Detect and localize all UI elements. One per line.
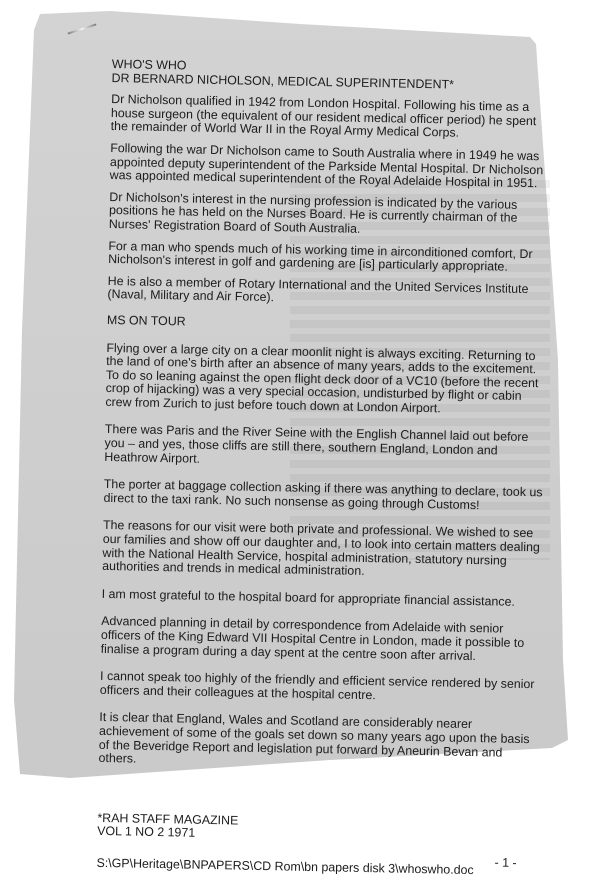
paragraph: The reasons for our visit were both private and professional. We wished to see our families and show off our daughter and, I to look into certain matters dealing with the National Health Service, hospital administration, statutory nursing authorities and trends in medical administration.: [102, 518, 540, 579]
paragraph: Advanced planning in detail by correspondence from Adelaide with senior officers of the King Edward VII Hospital Centre in London, made it possible to finalise a program during a day spent at the centre soon after arrival.: [100, 614, 525, 663]
paragraph: It is clear that England, Wales and Scotland are considerably nearer achievement of some of the goals set down so many years ago upon the basis of the Beveridge Report and legislation put forward by Aneurin Bevan and others.: [98, 710, 530, 766]
section-title: MS ON TOUR: [106, 312, 186, 329]
paragraph: He is also a member of Rotary International and the United Services Institute (Naval, Military and Air Force).: [107, 273, 529, 305]
paragraph: There was Paris and the River Seine with the English Channel laid out before you – and yes, those cliffs are still there, southern England, London and Heathrow Airport.: [104, 422, 529, 466]
paragraph: For a man who spends much of his working time in airconditioned comfort, Dr Nicholson's interest in golf and gardening are [is] particularly appropriate.: [108, 238, 533, 274]
paragraph: Flying over a large city on a clear moonlit night is always exciting. Returning to the land of one's birth after an absence of many years, adds to the excitement. To do so leaning against the open flight deck door of a VC10 (before the recent crop of hijacking) was a very special occasion, undisturbed by flight or cabin crew from Zurich to just before touch down at London Airport.: [105, 340, 539, 416]
footnote: [97, 812, 537, 848]
document-body: [96, 58, 552, 879]
page-number: - 1 -: [494, 855, 517, 870]
paragraph: Dr Nicholson's interest in the nursing profession is indicated by the various positions he has held on the Nurses Board. He is currently chairman of the Nurses' Registration Board of South Australia.: [108, 189, 518, 236]
paragraph: Dr Nicholson qualified in 1942 from London Hospital. Following his time as a house surgeon (the equivalent of our resident medical officer period) he spent the remainder of World War II in the Royal Army Medical Corps.: [110, 92, 537, 141]
document-title: DR BERNARD NICHOLSON, MEDICAL SUPERINTENDENT*: [111, 70, 455, 92]
file-path: S:\GP\Heritage\BNPAPERS\CD Rom\bn papers disk 3\whoswho.doc: [96, 855, 474, 878]
header-line-1: WHO'S WHO: [111, 57, 187, 73]
paragraph: I am most grateful to the hospital board for appropriate financial assistance.: [101, 586, 516, 609]
footnote-source: *RAH STAFF MAGAZINE: [97, 810, 239, 828]
footer: [96, 857, 536, 879]
paragraph: The porter at baggage collection asking if there was anything to declare, took us direct to the taxi rank. No such nonsense as going through Customs!: [103, 477, 543, 512]
paragraph: Following the war Dr Nicholson came to South Australia where in 1949 he was appointed deputy superintendent of the Parkside Mental Hospital. Dr Nicholson was appointed medical superintendent of the Royal Adelaide Hospital in 1951.: [109, 140, 544, 191]
footnote-volume: VOL 1 NO 2 1971: [97, 824, 196, 841]
paragraph: I cannot speak too highly of the friendly and efficient service rendered by senior officers and their colleagues at the hospital centre.: [99, 669, 535, 702]
